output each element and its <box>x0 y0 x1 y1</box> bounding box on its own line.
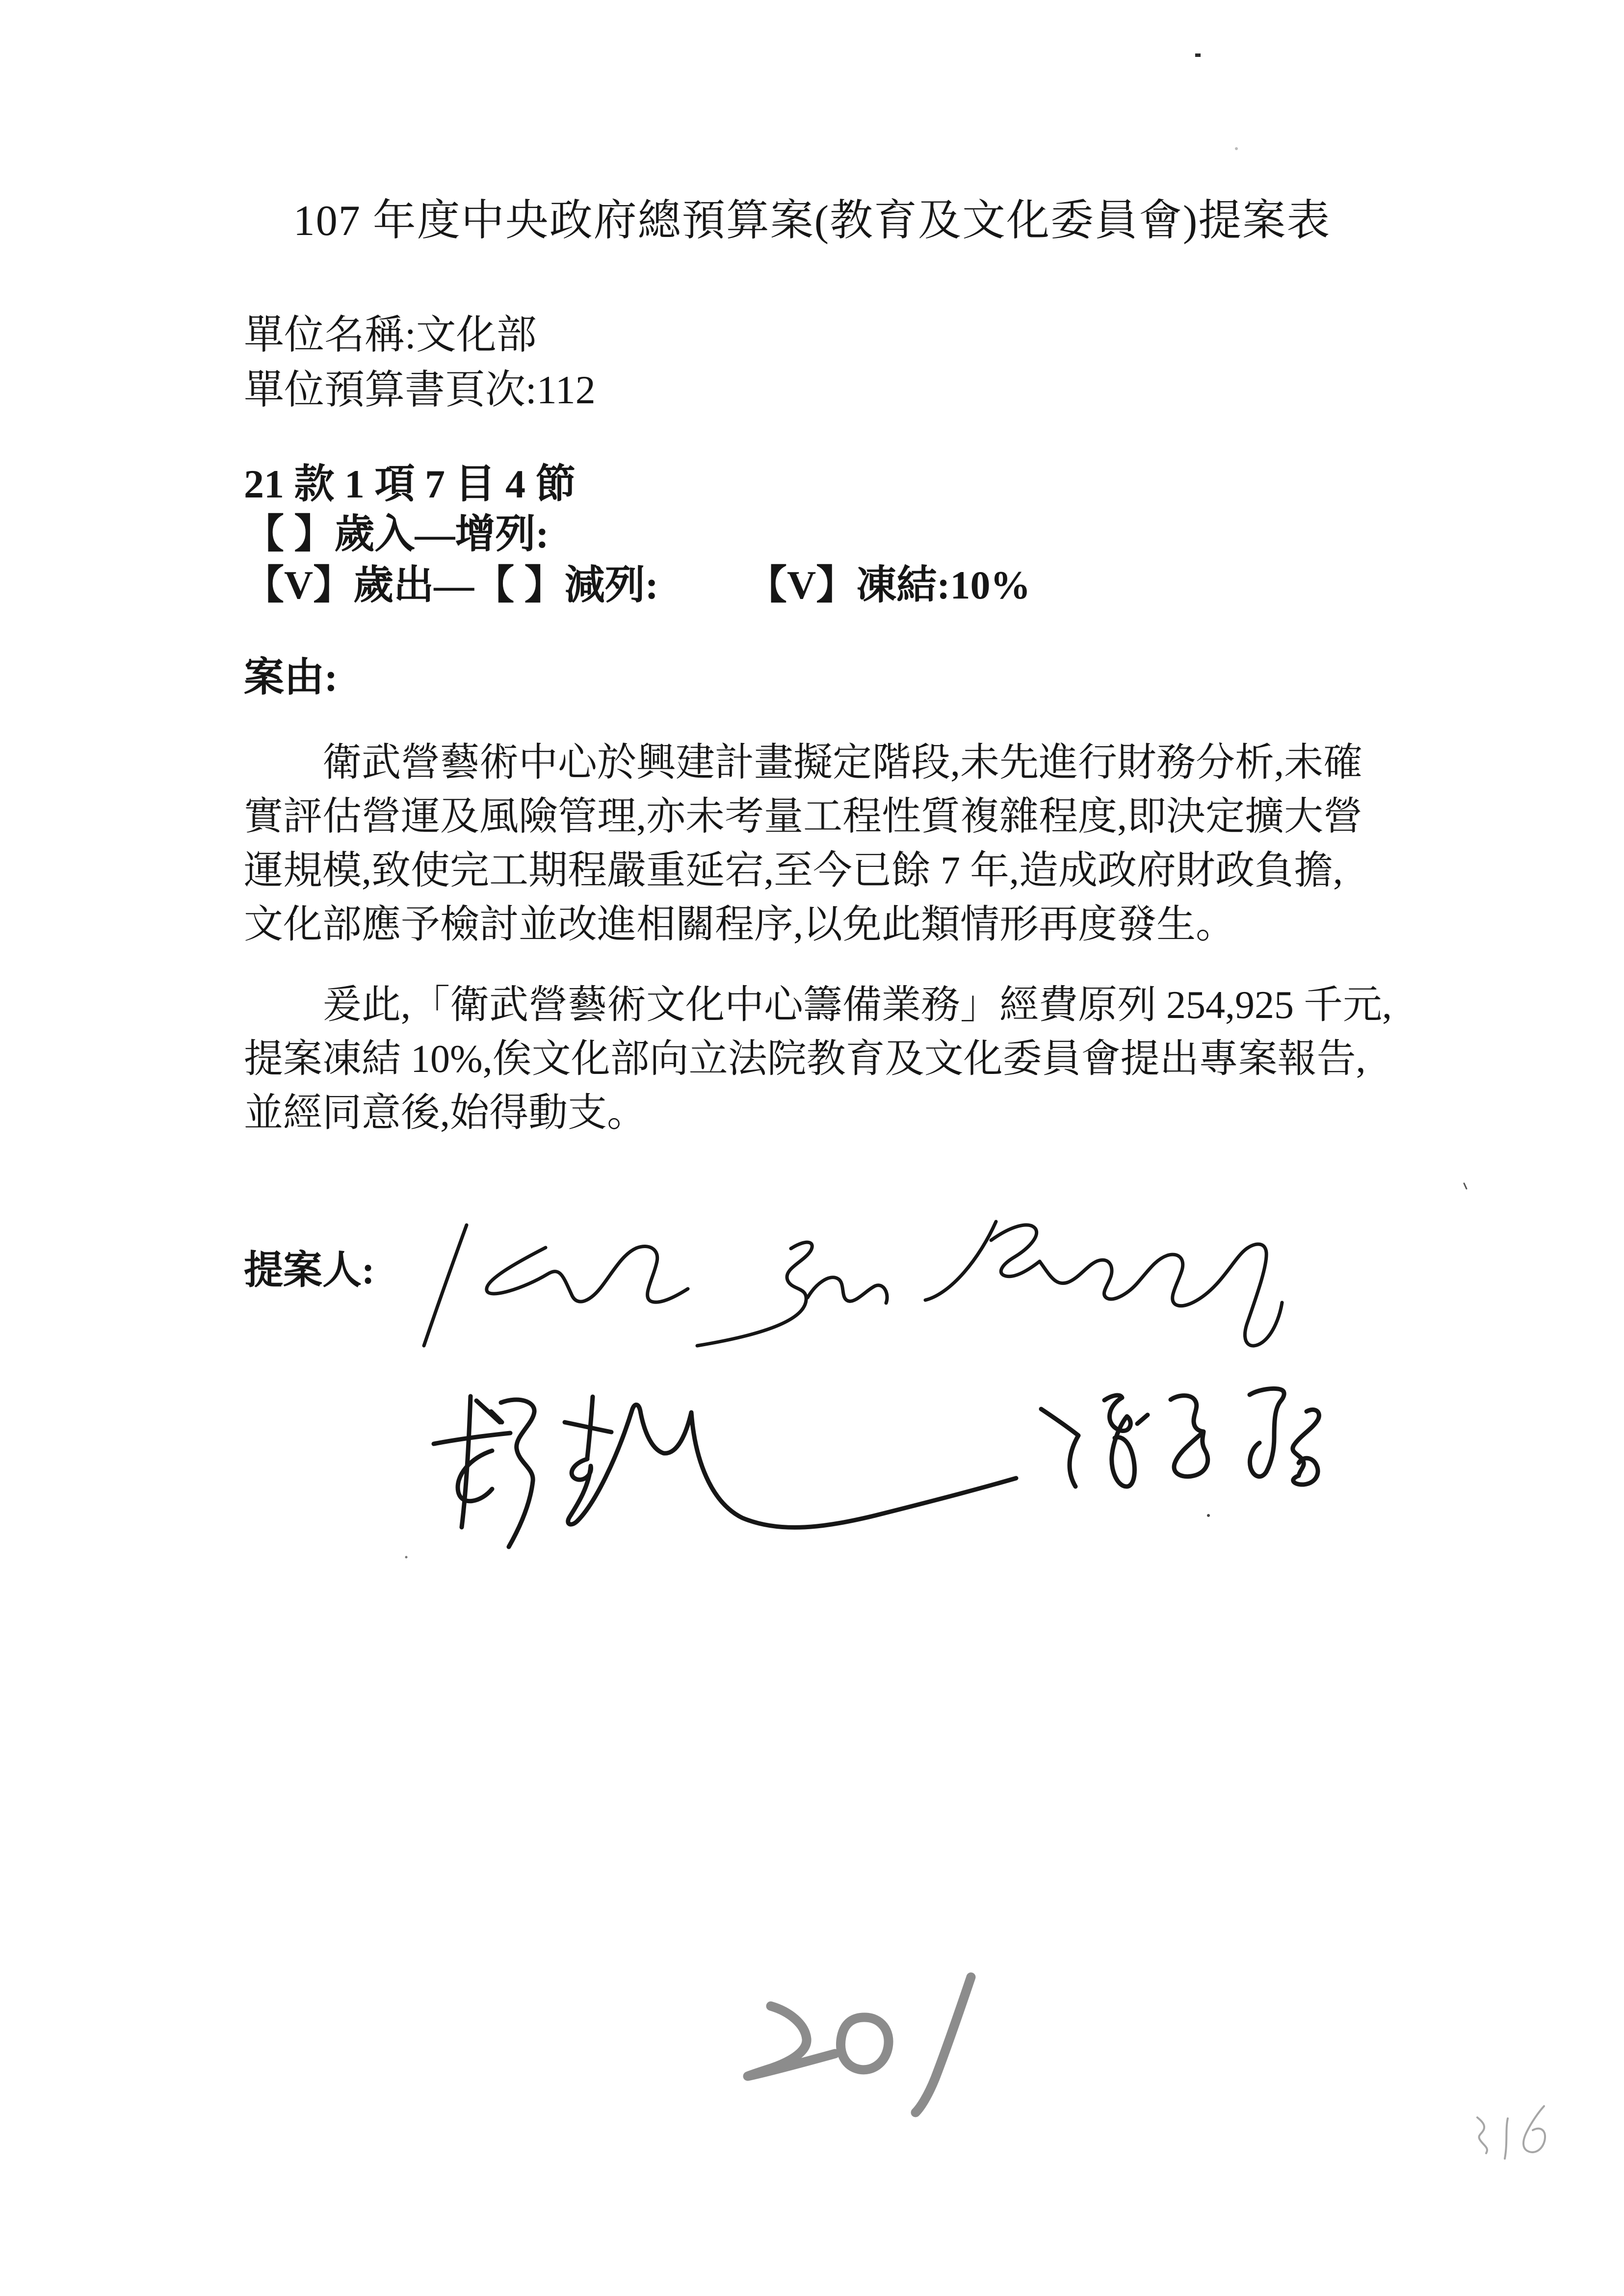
expenditure-reduce-part: 【V】歲出—【 】減列: <box>244 563 659 607</box>
case-label: 案由: <box>244 655 338 700</box>
freeze-checkbox-part: 【V】凍結:10% <box>747 563 1031 607</box>
handwritten-page-number <box>748 1977 971 2113</box>
paragraph-line: 實評估營運及風險管理,亦未考量工程性質複雜程度,即決定擴大營 <box>244 795 1362 838</box>
paragraph-line: 運規模,致使完工期程嚴重延宕,至今已餘 7 年,造成政府財政負擔, <box>244 849 1343 892</box>
revenue-checkbox-line: 【 】歲入—增列: <box>244 512 549 556</box>
paragraph-line: 爰此,「衛武營藝術文化中心籌備業務」經費原列 254,925 千元, <box>322 984 1392 1027</box>
proposer-signature-chinese-left <box>434 1396 1016 1547</box>
paragraph-line: 並經同意後,始得動支。 <box>244 1092 646 1135</box>
expenditure-checkbox-line <box>244 560 1031 611</box>
proposer-signature-latin <box>424 1222 1282 1346</box>
case-paragraph-1 <box>244 736 1446 952</box>
unit-page-line: 單位預算書頁次:112 <box>244 367 596 412</box>
paragraph-line: 衛武營藝術中心於興建計畫擬定階段,未先進行財務分析,未確 <box>322 741 1362 784</box>
case-paragraph-2 <box>244 978 1446 1140</box>
proposer-signature-chinese-right <box>1041 1388 1319 1487</box>
proposer-label: 提案人: <box>244 1249 375 1292</box>
paragraph-line: 提案凍結 10%,俟文化部向立法院教育及文化委員會提出專案報告, <box>244 1038 1366 1081</box>
page-title: 107 年度中央政府總預算案(教育及文化委員會)提案表 <box>293 197 1331 245</box>
unit-name-line: 單位名稱:文化部 <box>244 313 537 357</box>
paragraph-line: 文化部應予檢討並改進相關程序,以免此類情形再度發生。 <box>244 903 1235 946</box>
budget-item-line: 21 款 1 項 7 目 4 節 <box>244 462 576 506</box>
handwritten-corner-mark <box>1477 2106 1545 2159</box>
